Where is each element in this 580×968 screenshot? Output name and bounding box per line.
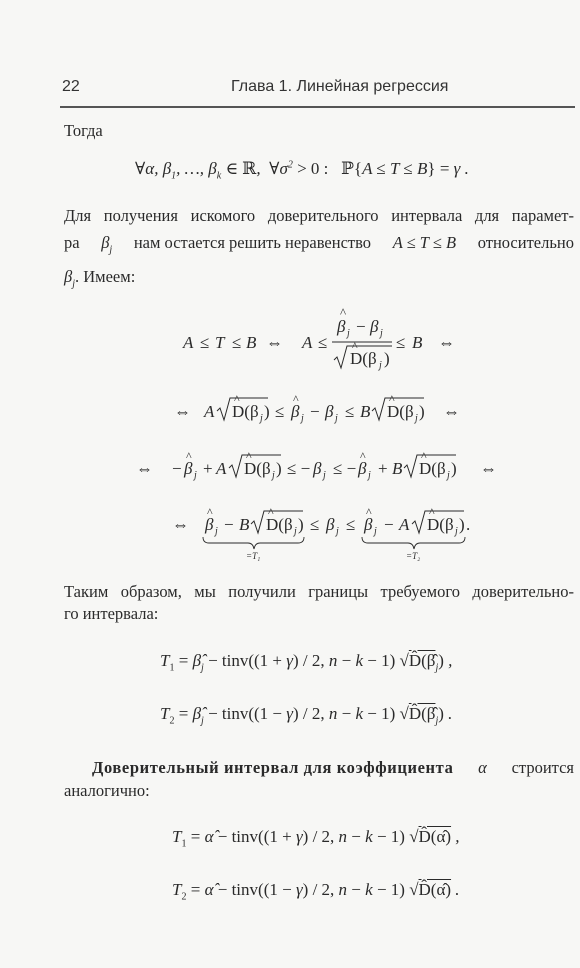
svg-text:B: B — [412, 333, 423, 352]
svg-text:−: − — [224, 515, 234, 534]
svg-text:^: ^ — [389, 392, 395, 406]
formula-t1-alpha: $T_1$ = α̂ − tinv((1 + γ) / 2, n − k − 1) √D̂(α̂) , — [172, 827, 460, 850]
svg-text:−: − — [356, 317, 366, 336]
svg-text:j: j — [347, 328, 350, 339]
header-rule — [60, 106, 575, 108]
svg-text:≤: ≤ — [345, 402, 355, 421]
svg-text:^: ^ — [366, 505, 372, 519]
svg-text:−: − — [384, 515, 394, 534]
para3-line2: аналогично: — [64, 781, 150, 800]
svg-text:A: A — [204, 402, 215, 421]
svg-text:≤ −: ≤ − — [333, 459, 357, 478]
svg-text:D(β: D(β — [427, 515, 454, 534]
para2-line2: го интервала: — [64, 604, 159, 623]
text-then: Тогда — [64, 121, 103, 140]
svg-text:β: β — [370, 317, 379, 336]
svg-text:D(β: D(β — [419, 459, 446, 478]
svg-text:j: j — [335, 413, 338, 424]
svg-text:A: A — [302, 333, 313, 352]
svg-text:j: j — [336, 526, 339, 537]
para1-line1: Для получения искомого доверительного интервала для парамет- — [64, 206, 574, 225]
svg-text:B: B — [246, 333, 257, 352]
svg-text:^: ^ — [246, 449, 252, 463]
para3-line1 — [64, 757, 574, 779]
svg-text:D(β: D(β — [232, 402, 259, 421]
svg-text:^: ^ — [352, 339, 358, 353]
formula-t2-alpha: $T_2$ = α̂ − tinv((1 − γ) / 2, n − k − 1) √D̂(α̂) . — [172, 880, 460, 903]
svg-text:.: . — [466, 515, 471, 534]
formula-quantifiers: ∀α, $\beta_1$, …, $\beta_k$ ∈ ℝ, $\forall\sigma^2 > 0$ : ℙ{A ≤ T ≤ B} = γ . — [135, 159, 469, 182]
svg-text:): ) — [419, 402, 425, 421]
svg-text:^: ^ — [293, 392, 299, 406]
svg-text:≤: ≤ — [396, 333, 406, 352]
svg-text:β: β — [184, 459, 193, 478]
para3-tail: строится — [511, 758, 574, 777]
svg-text:^: ^ — [268, 505, 274, 519]
para1-word-ra: ра — [64, 233, 80, 252]
svg-text:j: j — [260, 413, 263, 424]
svg-text:⇔: ⇔ — [174, 402, 191, 421]
svg-text:D(β: D(β — [244, 459, 271, 478]
svg-text:A: A — [216, 459, 227, 478]
svg-text:≤: ≤ — [232, 333, 242, 352]
svg-text:j: j — [368, 470, 371, 481]
svg-text:≤ −: ≤ − — [287, 459, 311, 478]
svg-text:j: j — [379, 360, 382, 371]
svg-text:⇔: ⇔ — [443, 402, 460, 421]
svg-text:j: j — [194, 470, 197, 481]
svg-text:≤: ≤ — [346, 515, 356, 534]
svg-text:B: B — [392, 459, 403, 478]
svg-text:B: B — [360, 402, 371, 421]
para2-line1: Таким образом, мы получили границы требуемого доверительно- — [64, 582, 574, 601]
svg-text:⇔: ⇔ — [172, 515, 189, 534]
page-number: 22 — [62, 78, 80, 95]
svg-text:⇔: ⇔ — [266, 333, 283, 352]
svg-text:j: j — [294, 526, 297, 537]
para1-word-relative: относительно — [477, 233, 574, 252]
svg-text:): ) — [264, 402, 270, 421]
svg-text:A: A — [399, 515, 410, 534]
svg-text:j: j — [272, 470, 275, 481]
svg-text:): ) — [298, 515, 304, 534]
svg-text:⇔: ⇔ — [438, 333, 455, 352]
beta-j-symbol: $\beta_j$ — [101, 233, 113, 256]
svg-text:^: ^ — [340, 305, 347, 320]
svg-text:j: j — [415, 413, 418, 424]
svg-text:+: + — [378, 459, 388, 478]
svg-text:T: T — [215, 333, 225, 352]
svg-text:j: j — [380, 328, 383, 339]
svg-text:β: β — [326, 515, 335, 534]
chapter-title: Глава 1. Линейная регрессия — [231, 78, 449, 95]
svg-text:β: β — [337, 317, 346, 336]
svg-text:): ) — [276, 459, 282, 478]
svg-text:β: β — [205, 515, 214, 534]
svg-text:β: β — [358, 459, 367, 478]
svg-text:β: β — [313, 459, 322, 478]
svg-text:−: − — [310, 402, 320, 421]
svg-text:D(β: D(β — [387, 402, 414, 421]
svg-text:j: j — [374, 526, 377, 537]
svg-text:D(β: D(β — [266, 515, 293, 534]
svg-text:β: β — [291, 402, 300, 421]
svg-text:): ) — [459, 515, 465, 534]
svg-text:j: j — [301, 413, 304, 424]
svg-text:j: j — [215, 526, 218, 537]
svg-text:β: β — [364, 515, 373, 534]
svg-text:^: ^ — [429, 505, 435, 519]
svg-text:⇔: ⇔ — [480, 459, 497, 478]
svg-text:^: ^ — [234, 392, 240, 406]
svg-text:β: β — [325, 402, 334, 421]
formula-t1-beta: $T_1$ = $\betâ_j$ − tinv((1 + γ) / 2, n − k − 1) $√D̂(\betâ_j)$ , — [160, 651, 453, 674]
svg-text:^: ^ — [207, 505, 213, 519]
svg-text:^: ^ — [421, 449, 427, 463]
svg-text:j: j — [455, 526, 458, 537]
svg-text:^: ^ — [186, 449, 192, 463]
svg-text:D(β: D(β — [350, 349, 377, 368]
para1-line2 — [64, 232, 574, 261]
svg-text:≤: ≤ — [310, 515, 320, 534]
svg-text:−: − — [172, 459, 182, 478]
svg-text:B: B — [239, 515, 250, 534]
para1-fragment: нам остается решить неравенство — [133, 233, 372, 252]
svg-text:≤: ≤ — [200, 333, 210, 352]
formula-t2-beta: $T_2$ = $\betâ_j$ − tinv((1 − γ) / 2, n − k − 1) $√D̂(\betâ_j)$ . — [160, 704, 453, 727]
svg-text:): ) — [384, 349, 390, 368]
underbrace-label-t1: =T₁ — [246, 551, 261, 561]
svg-text:^: ^ — [360, 449, 366, 463]
para3-bold-text: Доверительный интервал для коэффициента — [92, 758, 454, 777]
underbrace-label-t2: =T₂ — [406, 551, 421, 561]
svg-text:A: A — [183, 333, 194, 352]
svg-text:≤: ≤ — [318, 333, 328, 352]
svg-text:+: + — [203, 459, 213, 478]
svg-text:≤: ≤ — [275, 402, 285, 421]
svg-text:j: j — [323, 470, 326, 481]
svg-text:j: j — [447, 470, 450, 481]
alpha-symbol: α — [478, 758, 487, 777]
para1-line3: $\beta_j$. Имеем: — [64, 267, 136, 290]
inequality-inline: A ≤ T ≤ B — [392, 233, 457, 252]
svg-text:): ) — [451, 459, 457, 478]
svg-text:⇔: ⇔ — [136, 459, 153, 478]
